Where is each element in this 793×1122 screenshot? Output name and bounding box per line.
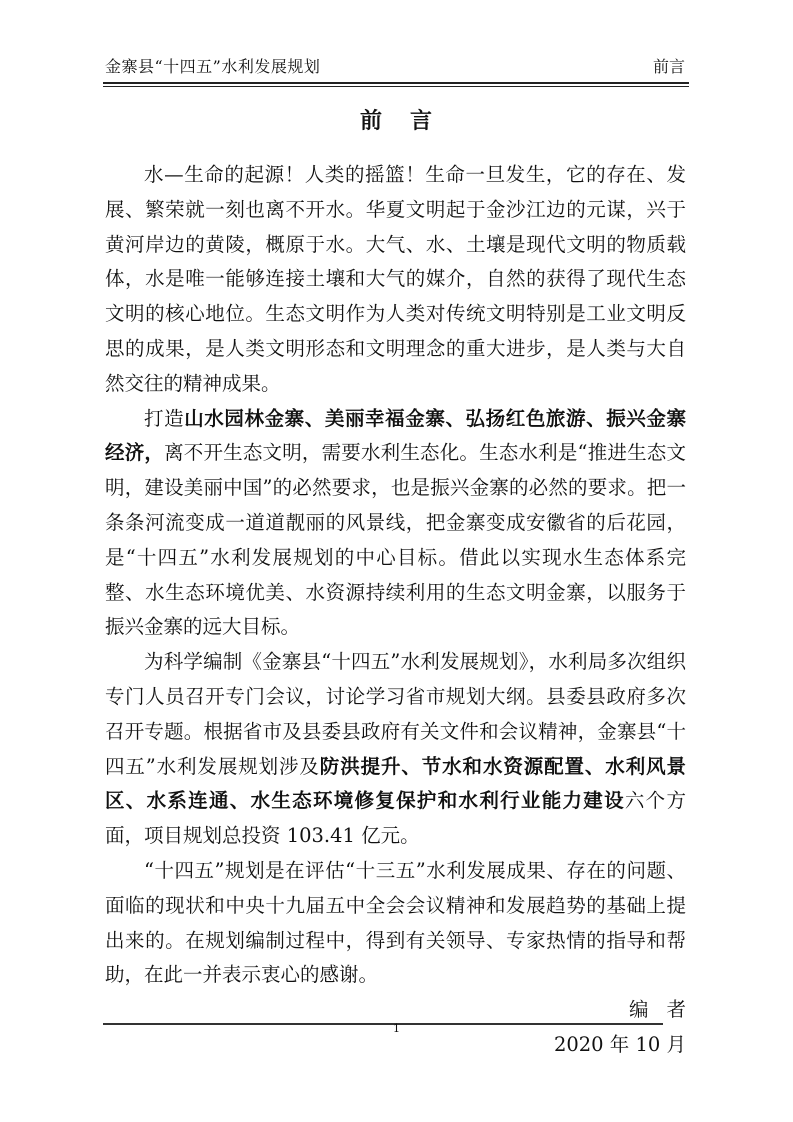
header-document-title: 金寨县“十四五”水利发展规划 xyxy=(105,57,321,76)
paragraph-text: 水—生命的起源！人类的摇篮！生命一旦发生，它的存在、发展、繁荣就一刻也离不开水。华夏文明起于金沙江边的元谋，兴于黄河岸边的黄陵，概原于水。大气、水、土壤是现代文明的物质载体，水是唯一能够连接土壤和大气的媒介，自然的获得了现代生态文明的核心地位。生态文明作为人类对传统文明特别是工业文明反思的成果，是人类文明形态和文明理念的重大进步，是人类与大自然交往的精神成果。 xyxy=(105,163,686,395)
bold-emphasis: 山水园林金寨、美丽幸福金寨、弘扬红色旅游、振兴金寨经济， xyxy=(105,406,686,465)
footer-rule xyxy=(103,1023,663,1025)
paragraph-1 xyxy=(105,158,686,402)
header-section-name: 前言 xyxy=(652,57,685,76)
page-number: 1 xyxy=(393,1022,400,1035)
paragraph-text: 六个方面，项目规划总投资 103.41 亿元。 xyxy=(105,789,686,848)
bold-emphasis: 防洪提升、节水和水资源配置、水利风景区、水系连通、水生态环境修复保护和水利行业能力建设 xyxy=(105,754,686,813)
page-header xyxy=(103,54,689,80)
header-rule-thin xyxy=(103,86,689,87)
page-title: 前言 xyxy=(359,108,460,134)
signature-author: 编者 xyxy=(628,998,704,1022)
document-body xyxy=(105,158,704,1063)
signature-date: 2020 年 10 月 xyxy=(553,1032,686,1056)
paragraph-text: 为科学编制《金寨县“十四五”水利发展规划》，水利局多次组织专门人员召开专门会议，讨论学习省市规划大纲。县委县政府多次召开专题。根据省市及县委县政府有关文件和会议精神，金寨县“十四五”水利发展规划涉及 xyxy=(105,650,686,778)
paragraph-text: 打造 xyxy=(144,406,185,430)
paragraph-text: 离不开生态文明，需要水利生态化。生态水利是“推进生态文明，建设美丽中国”的必然要求，也是振兴金寨的必然的要求。把一条条河流变成一道道靓丽的风景线，把金寨变成安徽省的后花园，是“十四五”水利发展规划的中心目标。借此以实现水生态体系完整、水生态环境优美、水资源持续利用的生态文明金寨，以服务于振兴金寨的远大目标。 xyxy=(105,441,686,639)
paragraph-text: “十四五”规划是在评估“十三五”水利发展成果、存在的问题、面临的现状和中央十九届五中全会会议精神和发展趋势的基础上提出来的。在规划编制过程中，得到有关领导、专家热情的指导和帮助，在此一并表示衷心的感谢。 xyxy=(105,858,686,987)
paragraph-4 xyxy=(105,854,686,993)
paragraph-3 xyxy=(105,645,686,854)
header-rule-thick xyxy=(103,82,689,84)
paragraph-2 xyxy=(105,402,686,646)
